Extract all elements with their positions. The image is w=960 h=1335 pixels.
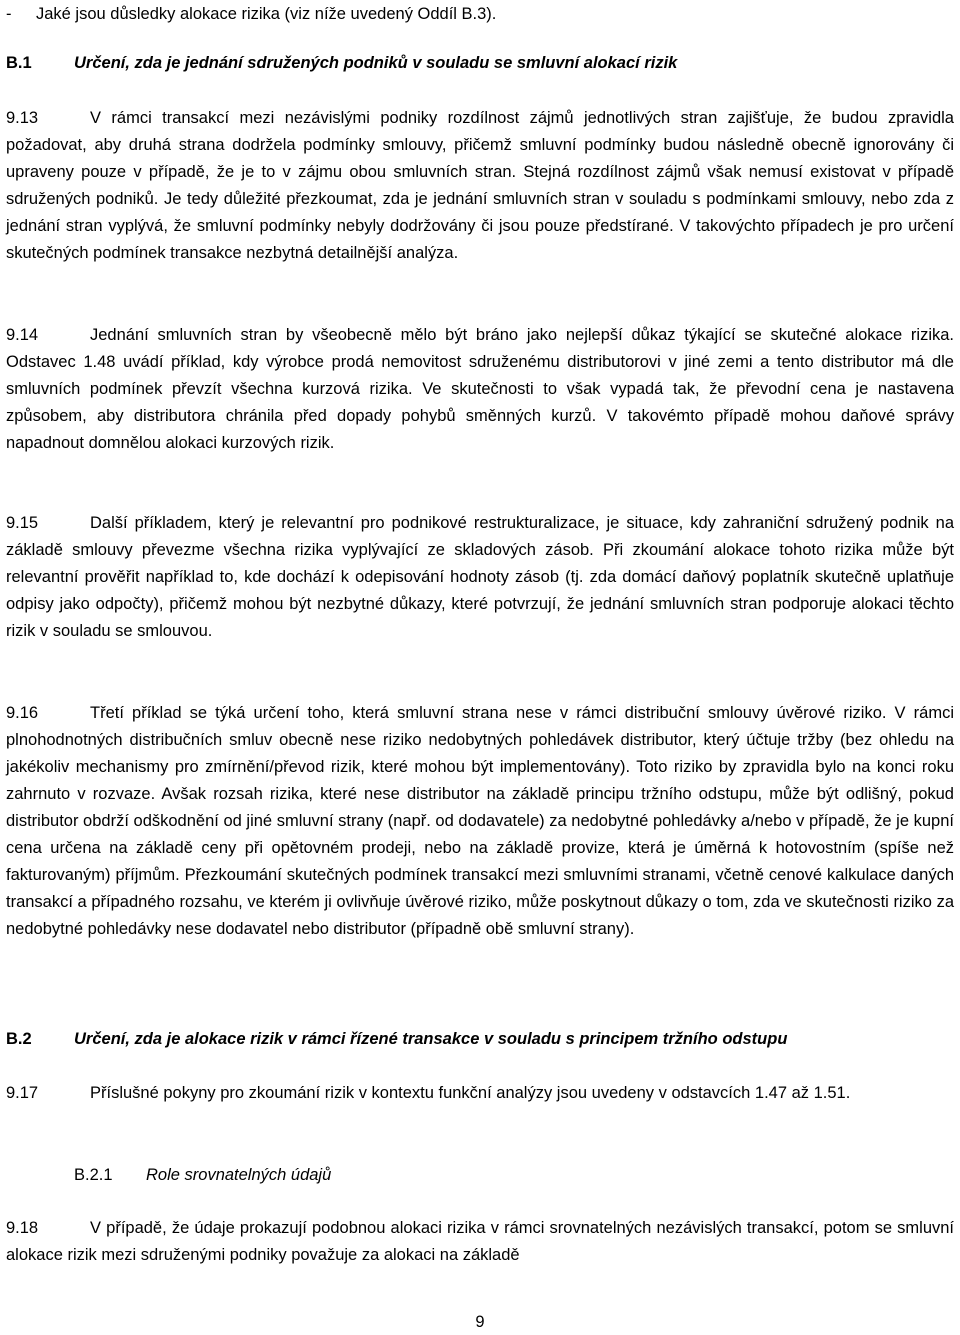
intro-bullet (6, 1, 496, 28)
paragraph-9-15 (6, 510, 954, 645)
paragraph-number: 9.14 (6, 326, 39, 344)
paragraph-text: V případě, že údaje prokazují podobnou alokaci rizika v rámci srovnatelných nezávislých transakcí, potom se smluvní alokace rizik mezi sdruženými podniky považuje za alokaci na základě (6, 1219, 954, 1264)
subsection-heading-b2-1 (74, 1162, 331, 1189)
paragraph-number: 9.18 (6, 1219, 39, 1237)
section-title: Určení, zda je jednání sdružených podniků v souladu se smluvní alokací rizik (74, 54, 678, 72)
paragraph-9-14 (6, 322, 954, 457)
section-title: Určení, zda je alokace rizik v rámci řízené transakce v souladu s principem tržního odstupu (74, 1030, 788, 1048)
section-heading-b2 (6, 1026, 787, 1053)
paragraph-text: Příslušné pokyny pro zkoumání rizik v kontextu funkční analýzy jsou uvedeny v odstavcích 1.47 až 1.51. (90, 1084, 851, 1102)
bullet-text: Jaké jsou důsledky alokace rizika (viz níže uvedený Oddíl B.3). (36, 5, 497, 23)
subsection-title: Role srovnatelných údajů (146, 1166, 332, 1184)
paragraph-text: Třetí příklad se týká určení toho, která smluvní strana nese v rámci distribuční smlouvy úvěrové riziko. V rámci plnohodnotných distribučních smluv obecně nese riziko nedobytných pohledávek distributor, který účtuje tržby (bez ohledu na jakékoliv mechanismy pro zmírnění/převod rizik, které mohou být implementovány). Toto riziko by zpravidla bylo na konci roku zahrnuto v rozvaze. Avšak rozsah rizika, které nese distributor na základě principu tržního odstupu, může být odlišný, pokud distributor obdrží odškodnění od jiné smluvní strany (např. od dodavatele) za nedobytné pohledávky a/nebo v případě, že je kupní cena určena na základě ceny při opětovném prodeji, nebo na základě provize, která je úměrná k hotovostním (spíše než fakturovaným) příjmům. Přezkoumání skutečných podmínek transakcí mezi smluvními stranami, včetně cenové kalkulace daných transakcí a případného rozsahu, ve kterém ji ovlivňuje úvěrové riziko, může poskytnout důkazy o tom, zda ve skutečnosti riziko za nedobytné pohledávky nese dodavatel nebo distributor (případně obě smluvní strany). (6, 704, 954, 938)
paragraph-9-16 (6, 700, 954, 943)
bullet-dash: - (6, 5, 12, 23)
paragraph-number: 9.13 (6, 109, 39, 127)
paragraph-9-13 (6, 105, 954, 267)
paragraph-9-18 (6, 1215, 954, 1269)
page-number: 9 (475, 1313, 485, 1331)
paragraph-number: 9.17 (6, 1084, 39, 1102)
paragraph-text: V rámci transakcí mezi nezávislými podniky rozdílnost zájmů jednotlivých stran zajišťuje, že budou zpravidla požadovat, aby druhá strana dodržela podmínky smlouvy, přičemž smluvní podmínky budou následně obecně ignorovány či upraveny pouze v případě, že je to v zájmu obou smluvních stran. Stejná rozdílnost zájmů však nemusí existovat v případě sdružených podniků. Je tedy důležité přezkoumat, zda je jednání smluvních stran v souladu s podmínkami smlouvy, nebo zda z jednání stran vyplývá, že smluvní podmínky nebyly dodržovány či jsou pouze předstírané. V takovýchto případech je pro určení skutečných podmínek transakce nezbytná detailnější analýza. (6, 109, 954, 262)
paragraph-text: Další příkladem, který je relevantní pro podnikové restrukturalizace, je situace, kdy zahraniční sdružený podnik na základě smlouvy převezme všechna rizika vyplývající ze skladových zásob. Při zkoumání alokace tohoto rizika může být relevantní prověřit například to, kde dochází k odepisování hodnoty zásob (tj. zda domácí daňový poplatník skutečně uplatňuje odpisy jako odpočty), přičemž mohou být nezbytné důkazy, které potvrzují, že jednání smluvních stran podporuje alokaci těchto rizik v souladu se smlouvou. (6, 514, 954, 640)
section-number: B.1 (6, 54, 32, 72)
subsection-number: B.2.1 (74, 1166, 113, 1184)
section-number: B.2 (6, 1030, 32, 1048)
paragraph-number: 9.15 (6, 514, 39, 532)
paragraph-text: Jednání smluvních stran by všeobecně mělo být bráno jako nejlepší důkaz týkající se skutečné alokace rizika. Odstavec 1.48 uvádí příklad, kdy výrobce prodá nemovitost sdruženému distributorovi v jiné zemi a tento distributor má dle smluvních podmínek převzít všechna kurzová rizika. Ve skutečnosti to však vypadá tak, že převodní cena je nastavena způsobem, aby distributora chránila před dopady pohybů směnných kurzů. V takovémto případě mohou daňové správy napadnout domnělou alokaci kurzových rizik. (6, 326, 954, 452)
paragraph-number: 9.16 (6, 704, 39, 722)
section-heading-b1 (6, 50, 677, 77)
paragraph-9-17 (6, 1080, 954, 1107)
